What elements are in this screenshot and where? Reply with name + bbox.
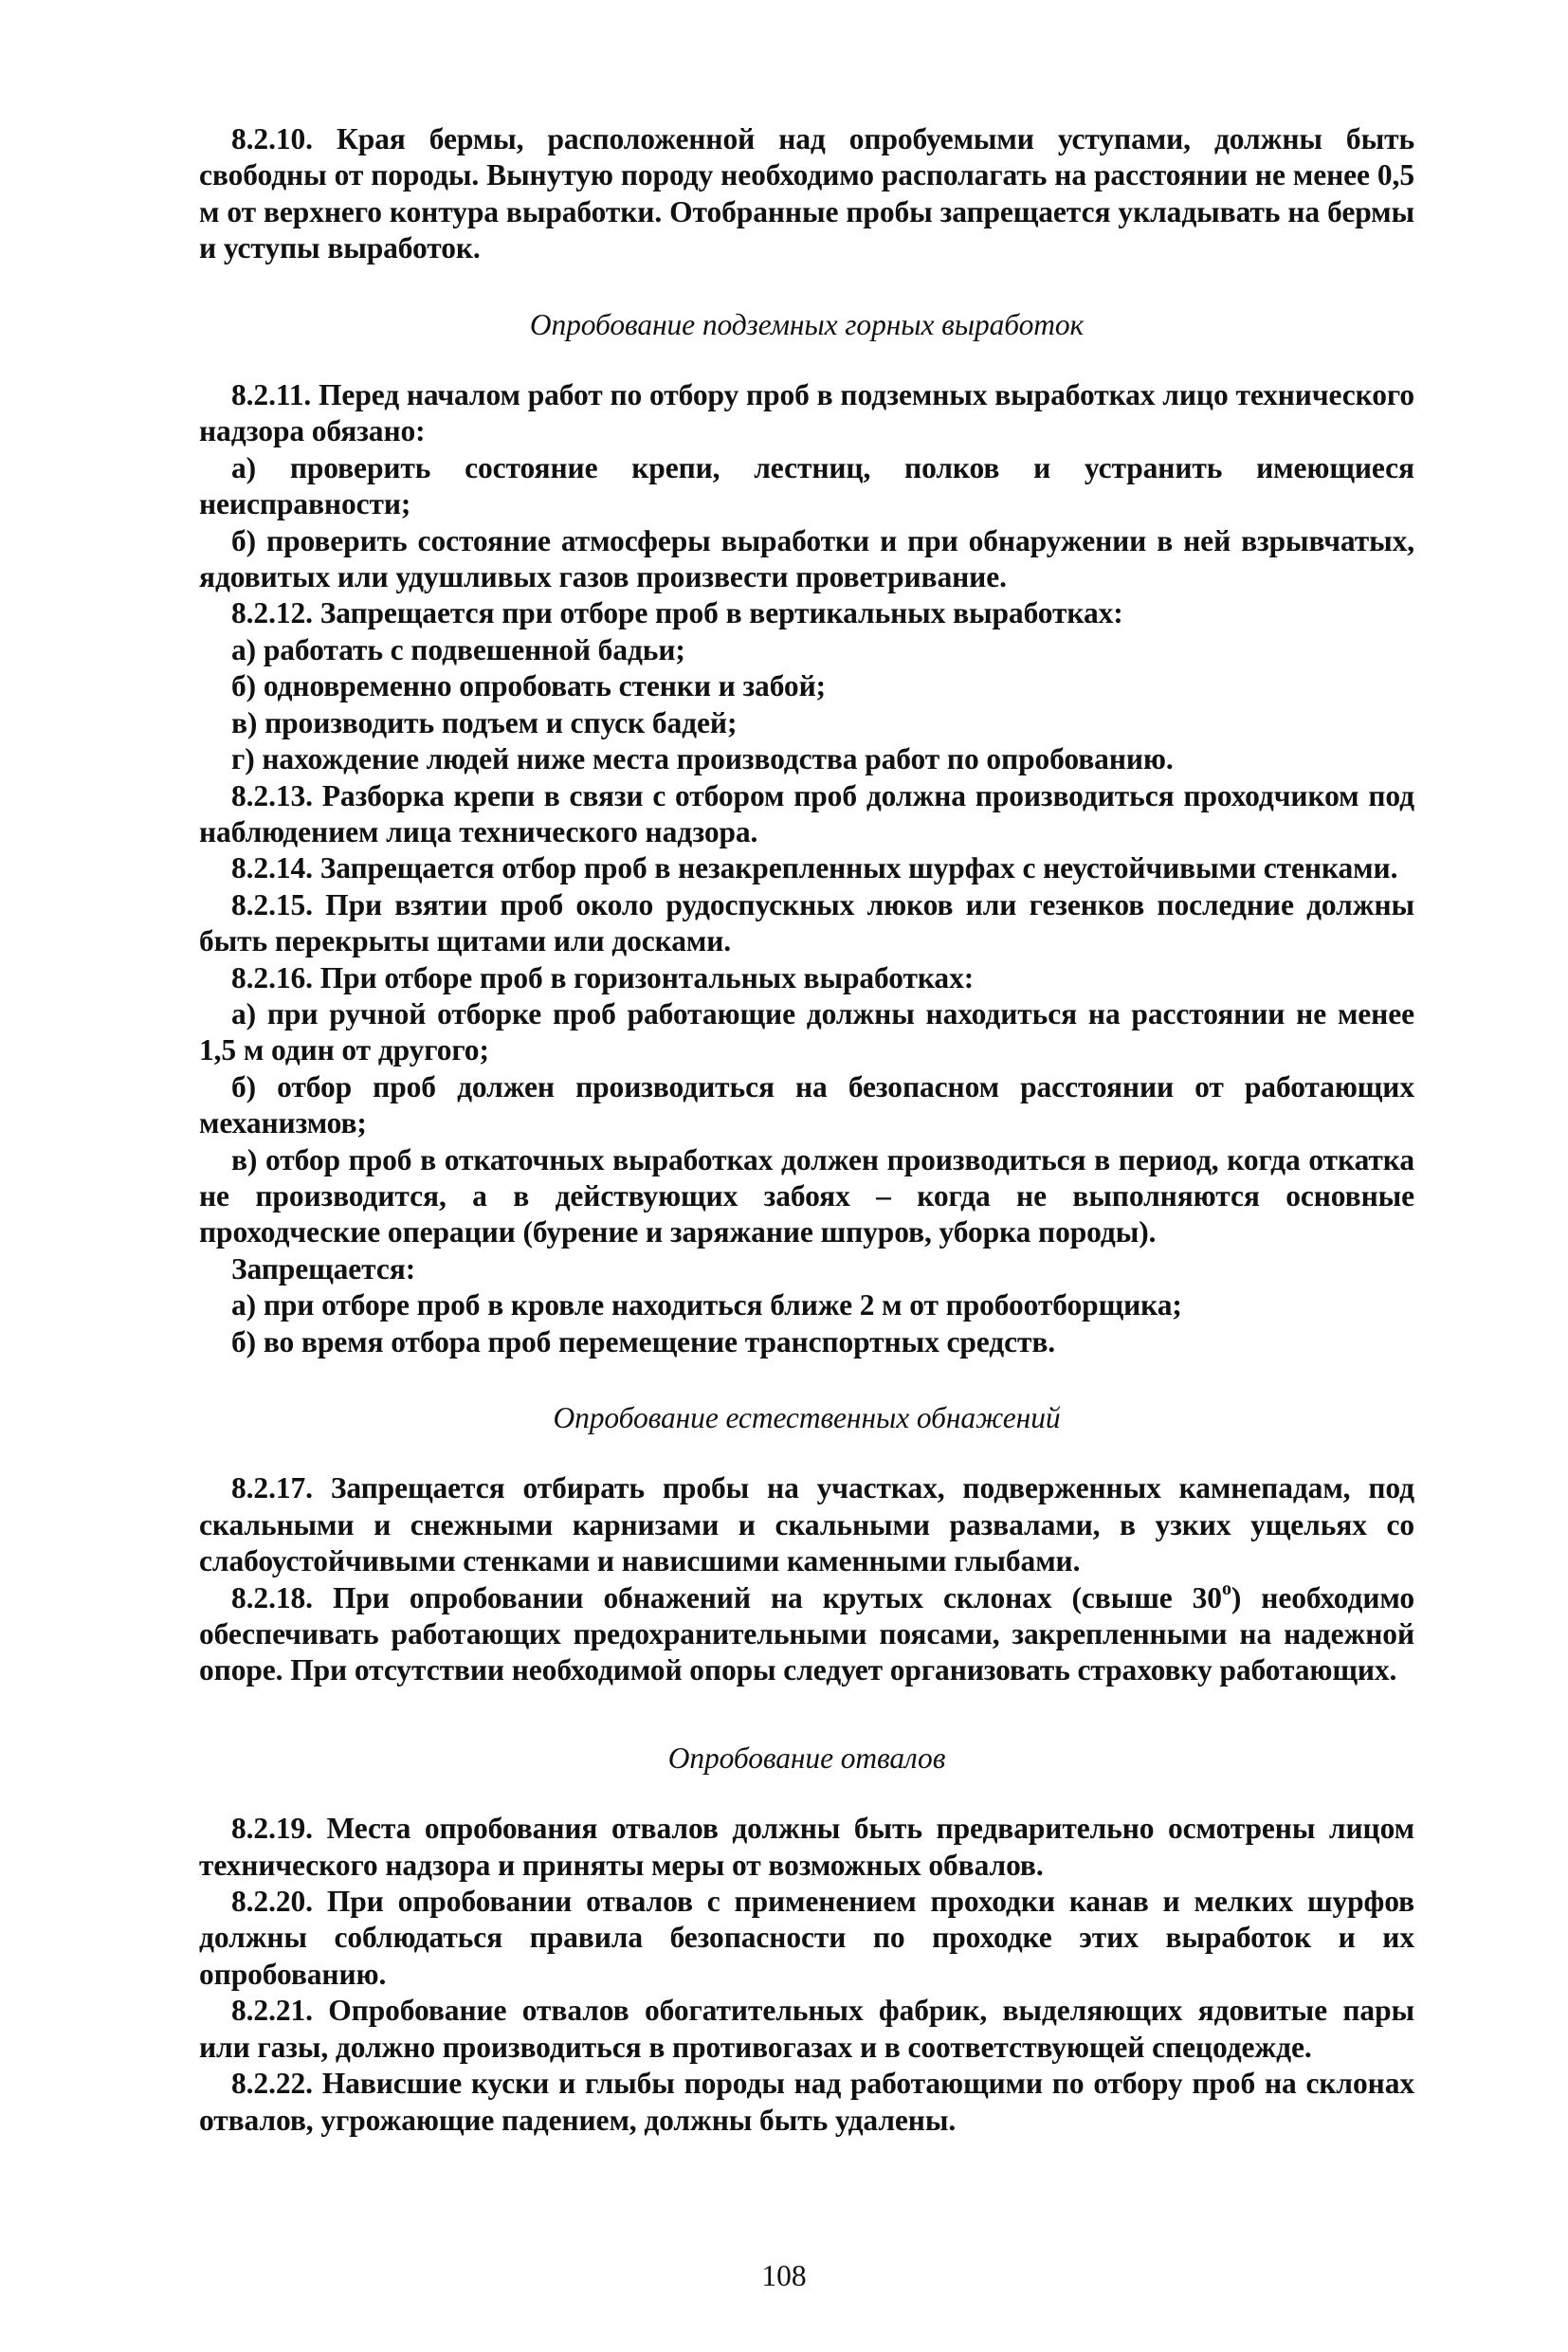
- clause-8-2-16: 8.2.16. При отборе проб в горизонтальных выработках:: [231, 960, 975, 994]
- list-item: г) нахождение людей ниже места производства работ по опробованию.: [231, 742, 1174, 776]
- clause-8-2-17: 8.2.17. Запрещается отбирать пробы на участках, подверженных камнепадам, под скальными и снежными карнизами и скальными развалами, в узких ущельях со слабоустойчивыми стенками и нависшими каменными глыбами.: [199, 1471, 1414, 1578]
- clause-8-2-11: 8.2.11. Перед началом работ по отбору проб в подземных выработках лицо технического надзора обязано:: [199, 378, 1414, 448]
- prohibition-label: Запрещается:: [231, 1251, 416, 1285]
- clause-8-2-20: 8.2.20. При опробовании отвалов с применением проходки канав и мелких шурфов должны соблюдаться правила безопасности по проходке этих выработок и их опробованию.: [199, 1885, 1414, 1991]
- clause-8-2-21: 8.2.21. Опробование отвалов обогатительных фабрик, выделяющих ядовитые пары или газы, должно производиться в противогазах и в соответствующей спецодежде.: [199, 1994, 1414, 2064]
- clause-8-2-18-end: ) необходимо обеспечивать работающих предохранительными поясами, закрепленными на надежной опоре. При отсутствии необходимой опоры следует организовать страховку работающих.: [199, 1580, 1414, 1687]
- section-heading-underground: Опробование подземных горных выработок: [529, 307, 1085, 341]
- list-item: б) отбор проб должен производиться на безопасном расстоянии от работающих механизмов;: [199, 1069, 1414, 1140]
- clause-8-2-15: 8.2.15. При взятии проб около рудоспускных люков или гезенков последние должны быть перекрыты щитами или досками.: [199, 887, 1414, 958]
- page-number: 108: [761, 2259, 807, 2292]
- page-body: [199, 121, 1414, 2139]
- degree-mark: о: [1221, 1577, 1231, 1599]
- list-item: а) работать с подвешенной бадьи;: [231, 632, 685, 666]
- clause-8-2-18: [199, 1577, 1414, 1689]
- clause-8-2-22: 8.2.22. Нависшие куски и глыбы породы над работающими по отбору проб на склонах отвалов, угрожающие падением, должны быть удалены.: [199, 2067, 1414, 2137]
- list-item: б) одновременно опробовать стенки и забой;: [231, 669, 827, 703]
- list-item: а) при ручной отборке проб работающие должны находиться на расстоянии не менее 1,5 м один от другого;: [199, 996, 1414, 1067]
- clause-8-2-12: 8.2.12. Запрещается при отборе проб в вертикальных выработках:: [231, 596, 1123, 630]
- clause-8-2-14: 8.2.14. Запрещается отбор проб в незакрепленных шурфах с неустойчивыми стенками.: [231, 851, 1398, 885]
- list-item: в) производить подъем и спуск бадей;: [231, 705, 738, 739]
- list-item: а) проверить состояние крепи, лестниц, полков и устранить имеющиеся неисправности;: [199, 450, 1414, 521]
- clause-8-2-13: 8.2.13. Разборка крепи в связи с отбором проб должна производиться проходчиком под наблюдением лица технического надзора.: [199, 778, 1414, 848]
- clause-8-2-10: 8.2.10. Края бермы, расположенной над опробуемыми уступами, должны быть свободны от породы. Вынутую породу необходимо располагать на расстоянии не менее 0,5 м от верхнего контура выработки. Отобранные пробы запрещается укладывать на бермы и уступы выработок.: [199, 122, 1414, 265]
- section-heading-outcrops: Опробование естественных обнажений: [553, 1401, 1061, 1434]
- list-item: а) при отборе проб в кровле находиться ближе 2 м от пробоотборщика;: [231, 1288, 1182, 1322]
- list-item: в) отбор проб в откаточных выработках должен производиться в период, когда откатка не производится, а в действующих забоях – когда не выполняются основные проходческие операции (бурение и заряжание шпуров, уборка породы).: [199, 1142, 1414, 1249]
- section-heading-dumps: Опробование отвалов: [667, 1741, 946, 1775]
- list-item: б) во время отбора проб перемещение транспортных средств.: [231, 1324, 1056, 1358]
- clause-8-2-18-start: 8.2.18. При опробовании обнажений на крутых склонах (свыше 30: [231, 1580, 1222, 1614]
- clause-8-2-19: 8.2.19. Места опробования отвалов должны быть предварительно осмотрены лицом технического надзора и приняты меры от возможных обвалов.: [199, 1812, 1414, 1882]
- list-item: б) проверить состояние атмосферы выработки и при обнаружении в ней взрывчатых, ядовитых или удушливых газов произвести проветривание.: [199, 523, 1414, 594]
